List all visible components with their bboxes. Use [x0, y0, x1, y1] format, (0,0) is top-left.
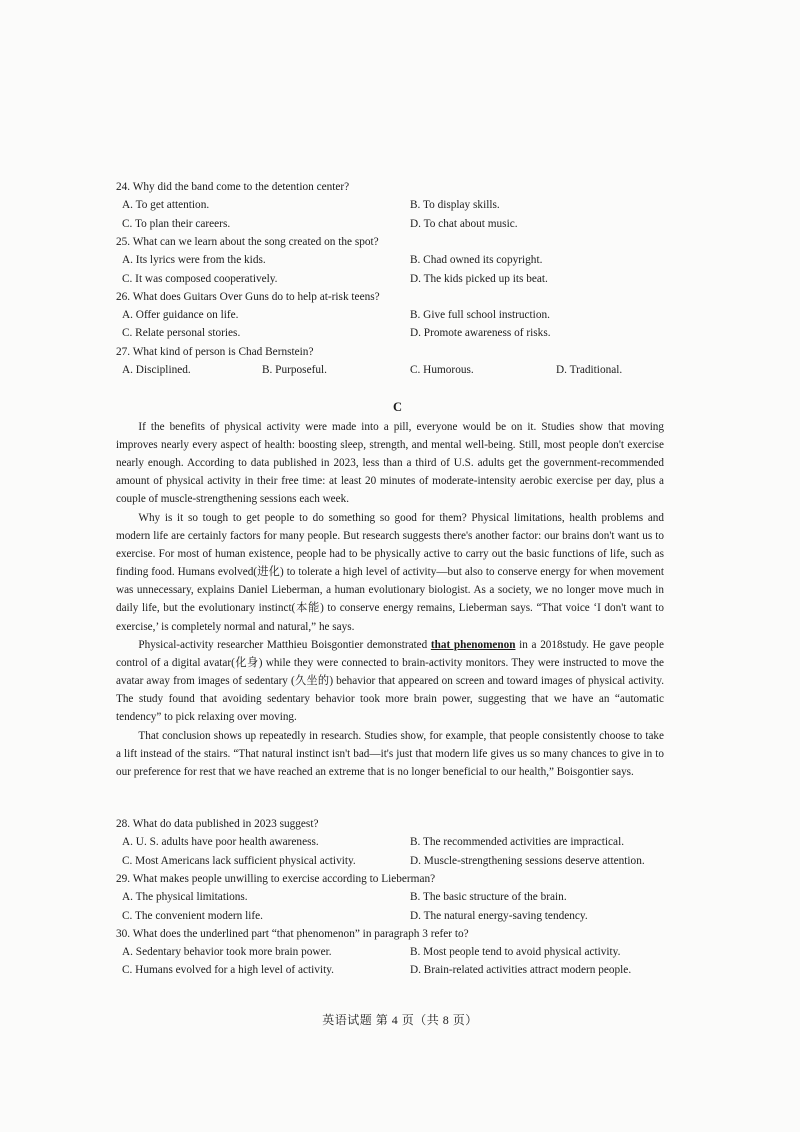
q30-stem: 30. What does the underlined part “that phenomenon” in paragraph 3 refer to?: [116, 927, 469, 940]
q29-option-c: C. The convenient modern life.: [122, 909, 263, 922]
q30-option-d: D. Brain-related activities attract modern people.: [410, 964, 632, 977]
q25-option-d: D. The kids picked up its beat.: [410, 272, 548, 285]
q29-option-b: B. The basic structure of the brain.: [410, 891, 567, 904]
underlined-phrase: that phenomenon: [430, 639, 516, 651]
q29-option-d: D. The natural energy-saving tendency.: [410, 909, 588, 922]
passage-paragraph-4: That conclusion shows up repeatedly in research. Studies show, for example, that people consistently choose to take a lift instead of the stairs. “That natural instinct isn't bad—it's just that modern life gives us so many chances to give in to our preference for rest that we have reached an extreme that is no longer beneficial to our health,” Boisgontier says.: [116, 730, 664, 779]
q28-stem: 28. What do data published in 2023 suggest?: [116, 818, 319, 830]
q30-option-a: A. Sedentary behavior took more brain power.: [122, 946, 332, 959]
paragraph-3-start: Physical-activity researcher Matthieu Boisgontier demonstrated: [138, 639, 431, 651]
q27-stem: 27. What kind of person is Chad Bernstein?: [116, 345, 314, 358]
passage-paragraph-1: If the benefits of physical activity were made into a pill, everyone would be on it. Studies show that moving improves nearly every aspect of health: boosting sleep, strength, and mental well-being. Still, most people don't exercise nearly enough. According to data published in 2023, less than a third of U.S. adults get the government-recommended amount of physical activity in their free time: at least 20 minutes of moderate-intensity aerobic exercise per day, plus a couple of muscle-strengthening sessions each week.: [116, 421, 664, 506]
q28-option-b: B. The recommended activities are impractical.: [410, 836, 625, 849]
q26-option-a: A. Offer guidance on life.: [122, 309, 239, 322]
q25-option-b: B. Chad owned its copyright.: [410, 254, 543, 267]
q26-option-b: B. Give full school instruction.: [410, 309, 550, 322]
q28-option-c: C. Most Americans lack sufficient physical activity.: [122, 854, 356, 867]
q26-stem: 26. What does Guitars Over Guns do to help at-risk teens?: [116, 290, 380, 303]
q24-option-c: C. To plan their careers.: [122, 217, 231, 230]
q28-option-a: A. U. S. adults have poor health awareness.: [122, 836, 319, 849]
q25-stem: 25. What can we learn about the song created on the spot?: [116, 235, 379, 248]
q26-option-d: D. Promote awareness of risks.: [410, 327, 551, 340]
q26-option-c: C. Relate personal stories.: [122, 327, 241, 340]
q28-option-d: D. Muscle-strengthening sessions deserve attention.: [410, 854, 645, 867]
q24-option-a: A. To get attention.: [122, 199, 210, 212]
q29-option-a: A. The physical limitations.: [122, 891, 248, 904]
paragraph-3-rest: in a 2018study. He gave people control of a digital avatar(化身) while they were connected to brain-activity monitors. They were instructed to move the avatar away from images of sedentary (久坐的) behavior that appeared on screen and toward images of physical activity. The study found that avoiding sedentary behavior took more brain power, suggesting that we have an “automatic tendency” to pick relaxing over moving.: [116, 639, 664, 724]
passage-paragraph-2: Why is it so tough to get people to do something so good for them? Physical limitations, health problems and modern life are certainly factors for many people. But research suggests there's another factor: our brains don't want us to exercise. For most of human existence, people had to be physically active to carry out the basic functions of life, such as finding food. Humans evolved(进化) to tolerate a high level of activity—but also to conserve energy for when movement was unnecessary, explains Daniel Lieberman, a human evolutionary biologist. As a society, we no longer move much in daily life, but the evolutionary instinct(本能) to conserve energy remains, Lieberman says. “That voice ‘I don't want to exercise,’ is completely normal and natural,” he says.: [116, 512, 664, 633]
q24-option-d: D. To chat about music.: [410, 217, 518, 230]
q30-option-b: B. Most people tend to avoid physical activity.: [410, 946, 621, 959]
section-letter: C: [393, 400, 403, 414]
q27-option-d: D. Traditional.: [556, 364, 623, 376]
page-footer: 英语试题 第 4 页（共 8 页）: [322, 1013, 478, 1027]
q24-stem: 24. Why did the band come to the detention center?: [116, 181, 350, 193]
q30-option-c: C. Humans evolved for a high level of activity.: [122, 964, 334, 977]
q29-stem: 29. What makes people unwilling to exercise according to Lieberman?: [116, 872, 436, 885]
q25-option-c: C. It was composed cooperatively.: [122, 272, 278, 285]
passage-paragraph-3: [116, 636, 664, 726]
q27-option-b: B. Purposeful.: [262, 364, 327, 376]
q27-option-a: A. Disciplined.: [122, 364, 191, 376]
q27-option-c: C. Humorous.: [410, 364, 474, 376]
q24-option-b: B. To display skills.: [410, 199, 500, 212]
q25-option-a: A. Its lyrics were from the kids.: [122, 254, 266, 267]
